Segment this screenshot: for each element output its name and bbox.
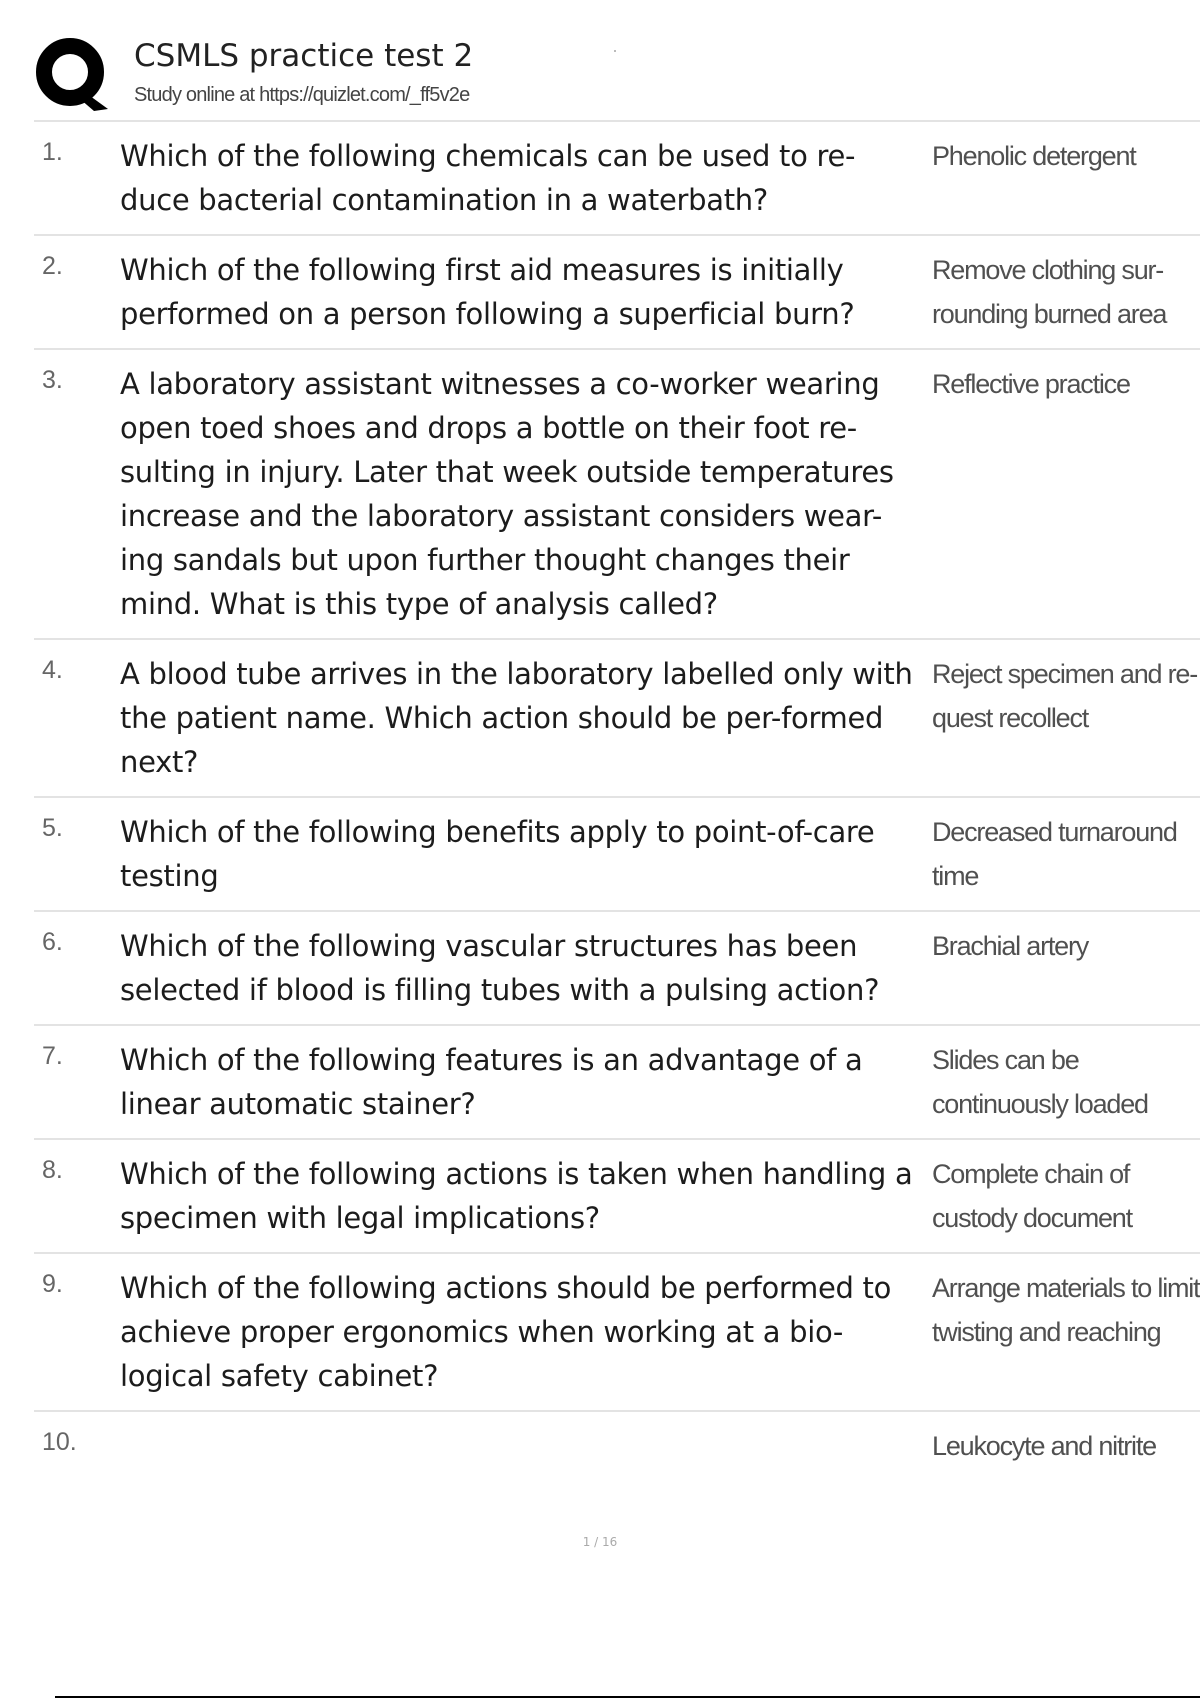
card-number: 6. [42,928,63,956]
card-definition: Brachial artery [932,931,1089,961]
card-definition: Slides can be continuously loaded [932,1045,1148,1119]
flashcard-list [34,122,1200,1480]
card-definition: Arrange materials to limit twisting and reaching [932,1273,1200,1347]
card-definition: Phenolic detergent [932,141,1136,171]
card-number: 1. [42,138,63,166]
card-definition: Leukocyte and nitrite [932,1431,1156,1461]
footer-divider [55,1696,1200,1698]
card-term: Which of the following vascular structures has been selected if blood is filling tubes with a pulsing action? [120,929,880,1007]
card-number: 5. [42,814,63,842]
card-term [120,1424,920,1468]
set-study-link[interactable]: Study online at https://quizlet.com/_ff5v2e [134,84,470,106]
card-number: 7. [42,1042,63,1070]
flashcard-row [34,798,1200,912]
quizlet-q-logo-icon [34,35,112,113]
card-definition: Remove clothing sur-rounding burned area [932,255,1167,329]
document-page [34,30,1200,1480]
card-term: Which of the following features is an advantage of a linear automatic stainer? [120,1043,863,1121]
flashcard-row [34,912,1200,1026]
card-term: A blood tube arrives in the laboratory labelled only with the patient name. Which action should be per-formed next? [120,657,913,779]
card-definition: Reject specimen and re-quest recollect [932,659,1198,733]
card-definition: Complete chain of custody document [932,1159,1132,1233]
card-definition: Decreased turnaround time [932,817,1177,891]
card-definition: Reflective practice [932,369,1130,399]
flashcard-row [34,122,1200,236]
card-number: 9. [42,1270,63,1298]
card-number: 4. [42,656,63,684]
flashcard-row [34,1412,1200,1480]
card-number: 8. [42,1156,63,1184]
card-term: Which of the following actions should be performed to achieve proper ergonomics when working at a bio-logical safety cabinet? [120,1271,892,1393]
flashcard-row [34,236,1200,350]
flashcard-row [34,1140,1200,1254]
card-number: 3. [42,366,63,394]
document-header [34,30,1200,122]
flashcard-row [34,350,1200,640]
header-speck [614,50,616,52]
card-number: 10. [42,1428,77,1456]
card-term: Which of the following benefits apply to point-of-care testing [120,815,875,893]
card-term: A laboratory assistant witnesses a co-worker wearing open toed shoes and drops a bottle on their foot re-sulting in injury. Later that week outside temperatures increase and the laboratory assistant considers wear-ing sandals but upon further thought changes their mind. What is this type of analysis called? [120,367,894,621]
card-term: Which of the following first aid measures is initially performed on a person following a superficial burn? [120,253,855,331]
card-number: 2. [42,252,63,280]
card-term: Which of the following chemicals can be used to re-duce bacterial contamination in a waterbath? [120,139,856,217]
flashcard-row [34,1026,1200,1140]
set-title: CSMLS practice test 2 [134,38,474,74]
card-term: Which of the following actions is taken when handling a specimen with legal implications? [120,1157,913,1235]
page-indicator: 1 / 16 [582,1535,618,1549]
flashcard-row [34,640,1200,798]
flashcard-row [34,1254,1200,1412]
